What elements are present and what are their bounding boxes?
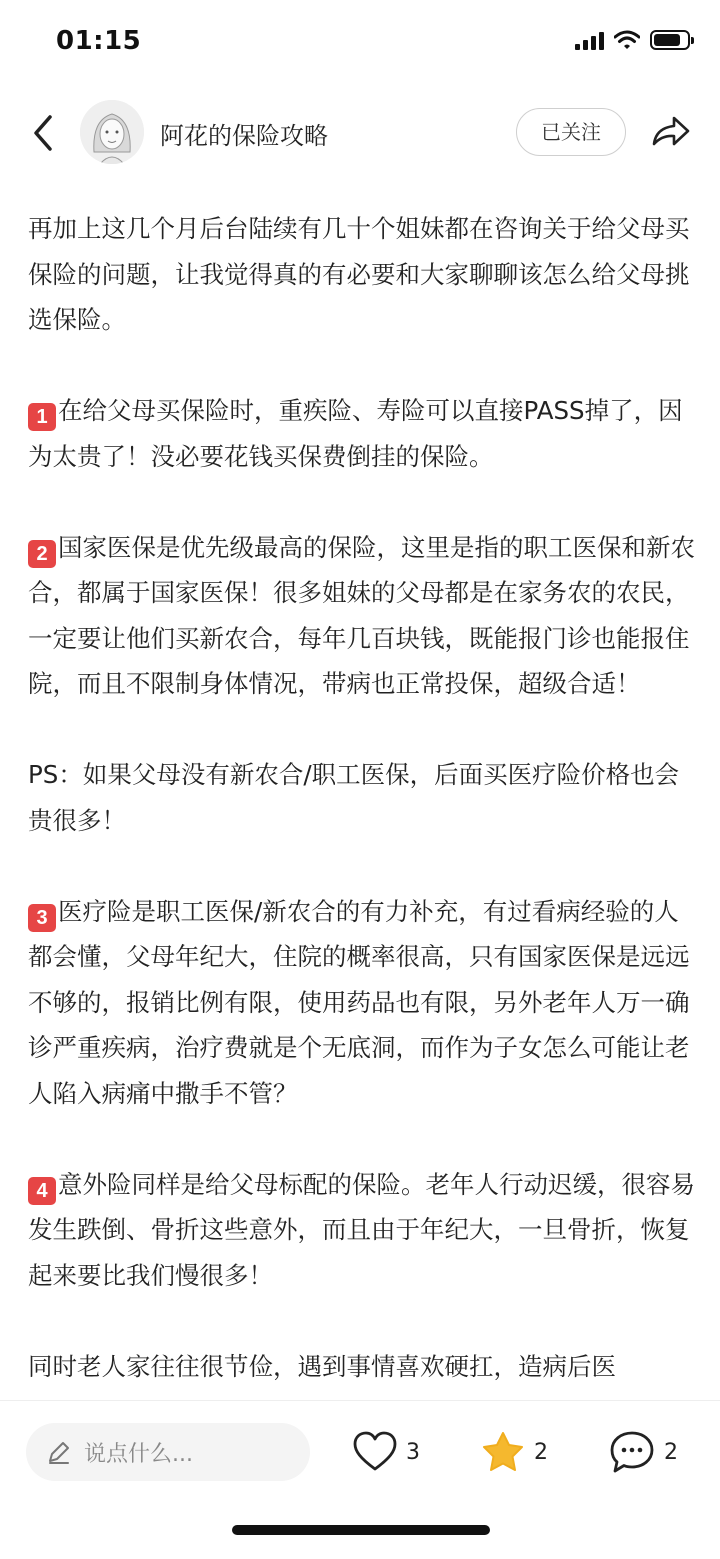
comment-input[interactable] — [26, 1423, 310, 1481]
star-icon — [480, 1430, 526, 1474]
comment-count: 2 — [664, 1439, 678, 1465]
signal-icon — [575, 30, 604, 50]
author-avatar[interactable] — [80, 100, 144, 164]
heart-icon — [352, 1431, 398, 1473]
paragraph-point-3-text: 医疗险是职工医保/新农合的有力补充，有过看病经验的人都会懂，父母年纪大，住院的概率很高，只有国家医保是远远不够的，报销比例有限，使用药品也有限，另外老年人万一确诊严重疾病，治疗费就是个无底洞，而作为子女怎么可能让老人陷入病痛中撒手不管？ — [28, 896, 690, 1108]
number-badge-3: 3 — [28, 904, 56, 932]
like-button[interactable] — [352, 1427, 420, 1477]
pencil-icon — [46, 1439, 72, 1465]
paragraph-point-4-text: 意外险同样是给父母标配的保险。老年人行动迟缓，很容易发生跌倒、骨折这些意外，而且由于年纪大，一旦骨折，恢复起来要比我们慢很多！ — [28, 1169, 695, 1290]
paragraph-point-1 — [28, 388, 696, 479]
post-body — [28, 206, 696, 1396]
wifi-icon — [614, 30, 640, 50]
paragraph-ps: PS：如果父母没有新农合/职工医保，后面买医疗险价格也会贵很多！ — [28, 760, 680, 835]
paragraph-intro: 再加上这几个月后台陆续有几十个姐妹都在咨询关于给父母买保险的问题，让我觉得真的有必要和大家聊聊该怎么给父母挑选保险。 — [28, 214, 690, 334]
paragraph-point-2-text: 国家医保是优先级最高的保险，这里是指的职工医保和新农合，都属于国家医保！很多姐妹的父母都是在家务农的农民，一定要让他们买新农合，每年几百块钱，既能报门诊也能报住院，而且不限制身体情况，带病也正常投保，超级合适！ — [28, 532, 695, 698]
status-bar — [0, 0, 720, 88]
paragraph-point-3 — [28, 889, 696, 1117]
battery-icon — [650, 30, 690, 50]
star-count: 2 — [534, 1439, 548, 1465]
status-icons — [575, 30, 690, 50]
number-badge-2: 2 — [28, 540, 56, 568]
comment-bubble-icon — [608, 1429, 656, 1475]
comment-button[interactable] — [608, 1427, 678, 1477]
share-icon[interactable] — [648, 110, 692, 154]
collect-button[interactable] — [480, 1427, 548, 1477]
follow-button[interactable]: 已关注 — [516, 108, 626, 156]
paragraph-point-2 — [28, 525, 696, 707]
like-count: 3 — [406, 1439, 420, 1465]
post-header — [0, 92, 720, 176]
paragraph-continued: 同时老人家往往很节俭，遇到事情喜欢硬扛，造病后医 — [28, 1351, 616, 1381]
back-arrow-icon[interactable] — [24, 108, 64, 158]
paragraph-point-4 — [28, 1162, 696, 1299]
number-badge-1: 1 — [28, 403, 56, 431]
home-indicator[interactable] — [232, 1525, 490, 1535]
bottom-action-bar — [0, 1400, 720, 1559]
avatar-illustration — [80, 100, 144, 164]
status-time: 01:15 — [56, 26, 142, 56]
paragraph-point-1-text: 在给父母买保险时，重疾险、寿险可以直接PASS掉了，因为太贵了！没必要花钱买保费倒挂的保险。 — [28, 396, 683, 471]
comment-placeholder: 说点什么... — [84, 1442, 193, 1467]
number-badge-4: 4 — [28, 1177, 56, 1205]
author-name[interactable]: 阿花的保险攻略 — [160, 122, 328, 150]
